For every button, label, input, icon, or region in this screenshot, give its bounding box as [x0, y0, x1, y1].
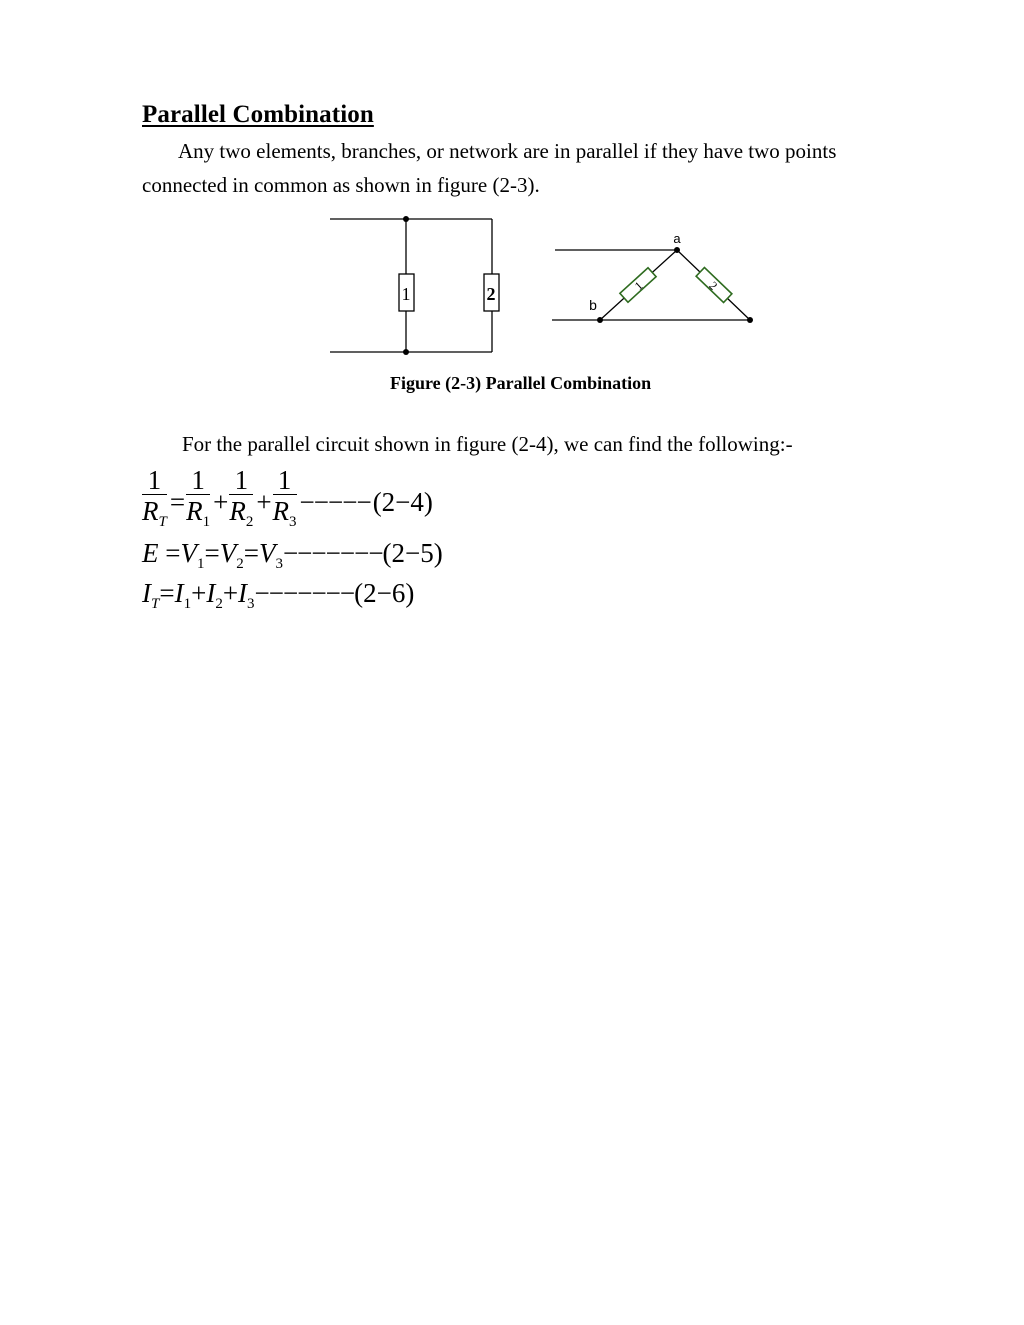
subscript: 2: [215, 596, 223, 612]
equation-2-5: [142, 538, 443, 579]
equation-2-4: [142, 466, 434, 538]
paragraph-line-2: connected in common as shown in figure (2-3).: [142, 173, 540, 197]
numerator: 1: [273, 466, 297, 495]
symbol-I: I: [142, 578, 151, 608]
fraction-1-over-R1: [186, 466, 210, 538]
node-right-dot: [747, 317, 753, 323]
node-a-dot: [674, 247, 680, 253]
fraction-1-over-R3: [273, 466, 297, 538]
subscript: 3: [247, 596, 255, 612]
equals-sign: =: [165, 538, 181, 568]
parallel-circuit-figure: [320, 210, 760, 360]
equation-2-6: [142, 578, 414, 619]
resistor-1-label: 1: [401, 284, 411, 304]
fraction-1-over-R2: [229, 466, 253, 538]
plus-sign: +: [256, 487, 272, 517]
subscript: 3: [275, 556, 283, 572]
equals-sign: =: [169, 487, 186, 517]
node-a-label: a: [673, 231, 681, 246]
denominator: $R_1$: [186, 496, 211, 530]
numerator: 1: [186, 466, 210, 495]
intro-paragraph: [142, 134, 932, 202]
triangle-resistor-1-label: 1: [631, 278, 646, 293]
resistor-2-label: 2: [486, 284, 496, 304]
symbol-I: I: [238, 578, 248, 608]
equation-label: (2−4): [372, 487, 433, 517]
triangle-resistor-2: [695, 268, 732, 304]
symbol-V: V: [258, 538, 276, 568]
dash-leader: −−−−−−−: [254, 578, 355, 608]
subscript: 2: [236, 556, 244, 572]
junction-dot-top: [403, 216, 409, 222]
denominator: $R_T$: [142, 496, 167, 530]
section-heading: Parallel Combination: [142, 101, 374, 128]
plus-sign: +: [191, 578, 207, 608]
subscript: 1: [183, 596, 192, 612]
subscript: 1: [196, 556, 205, 572]
node-b-dot: [597, 317, 603, 323]
equation-label: (2−6): [354, 578, 415, 608]
figure-caption: Figure (2-3) Parallel Combination: [390, 373, 652, 393]
triangle-resistor-1: [620, 268, 658, 304]
symbol-E: E: [142, 538, 159, 568]
equals-sign: =: [204, 538, 220, 568]
equals-sign: =: [243, 538, 259, 568]
equation-label: (2−5): [382, 538, 443, 568]
dash-leader: −−−−−−−: [282, 538, 383, 568]
junction-dot-bottom: [403, 349, 409, 355]
dash-leader: −−−−−: [299, 487, 371, 517]
numerator: 1: [229, 466, 253, 495]
plus-sign: +: [213, 487, 229, 517]
denominator: $R_2$: [229, 496, 254, 530]
fraction-1-over-RT: [142, 466, 167, 538]
numerator: 1: [142, 466, 167, 495]
subscript: T: [151, 596, 160, 612]
symbol-I: I: [174, 578, 184, 608]
symbol-V: V: [180, 538, 197, 568]
symbol-I: I: [206, 578, 216, 608]
denominator: $R_3$: [272, 496, 297, 530]
triangle-resistor-2-label: 2: [706, 278, 721, 293]
symbol-V: V: [219, 538, 237, 568]
left-parallel-circuit: [330, 219, 499, 352]
plus-sign: +: [222, 578, 239, 608]
intro-sentence: For the parallel circuit shown in figure (2-4), we can find the following:-: [182, 432, 793, 456]
node-b-label: b: [589, 297, 597, 313]
equals-sign: =: [159, 578, 175, 608]
paragraph-line-1: Any two elements, branches, or network are in parallel if they have two points: [178, 139, 837, 163]
